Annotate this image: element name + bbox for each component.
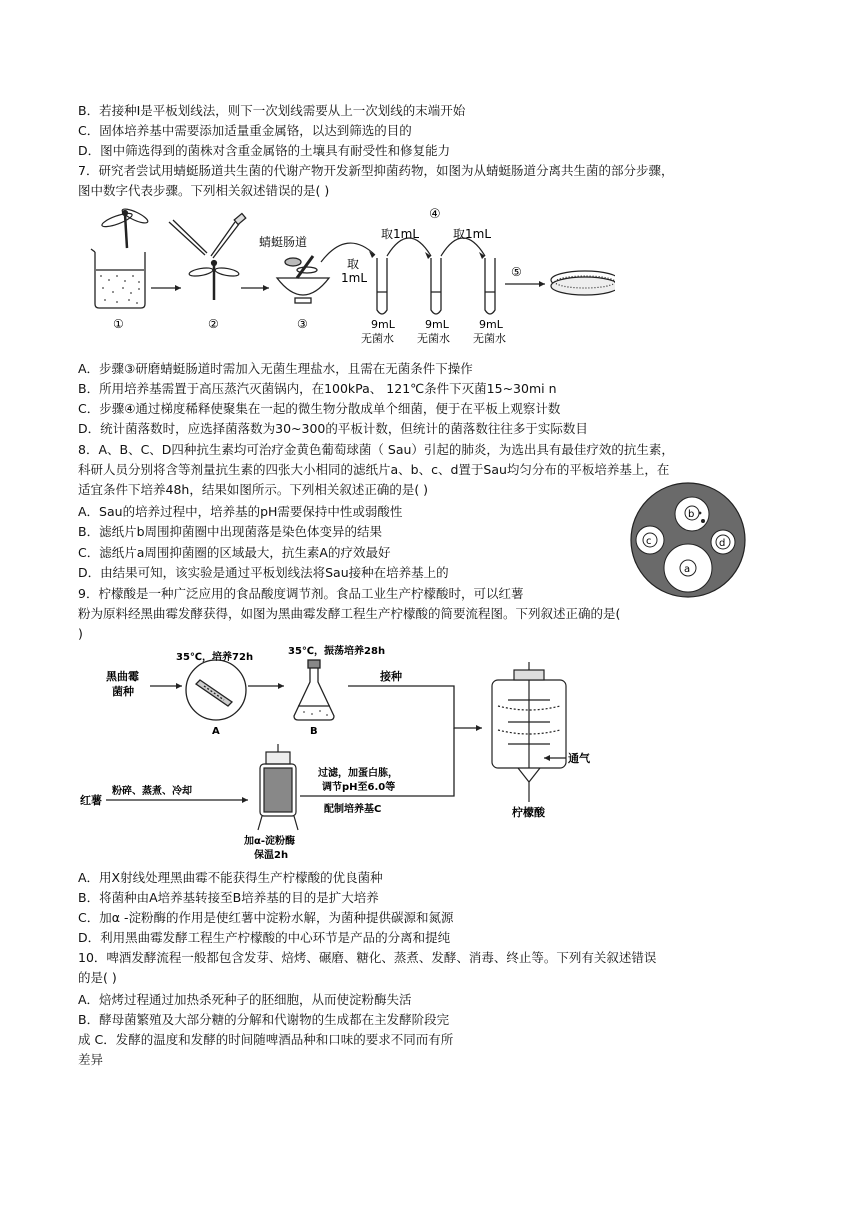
- tube-2-water: 无菌水: [417, 332, 450, 345]
- dragonfly-icon: [189, 261, 240, 301]
- q8-option-d: D．由结果可知，该实验是通过平板划线法将Sau接种在培养基上的: [78, 565, 449, 580]
- filter-label-1: 过滤，加蛋白胨，: [318, 768, 398, 779]
- q8-stem-line2: 科研人员分别将含等剂量抗生素的四张大小相同的滤纸片a、b、c、d置于Sau均匀分布的平板培养基上，在: [78, 462, 670, 477]
- filter-label-2: 调节pH至6.0等: [322, 782, 396, 793]
- q8-stem-line3: 适宜条件下培养48h，结果如图所示。下列相关叙述正确的是( ): [78, 482, 429, 497]
- incubate-label: 保温2h: [254, 850, 289, 861]
- enzyme-tank-icon: [258, 744, 298, 830]
- disc-c-label: c: [646, 536, 652, 547]
- q9-option-a: A．用X射线处理黑曲霉不能获得生产柠檬酸的优良菌种: [78, 870, 383, 885]
- take-1ml-label-b: 取1mL: [453, 227, 492, 241]
- petri-dish-icon: [551, 271, 615, 295]
- q9-stem-line3: ): [78, 626, 83, 641]
- q7-figure: [85, 200, 615, 350]
- q10-option-c: 成 C．发酵的温度和发酵的时间随啤酒品种和口味的要求不同而有所: [78, 1032, 454, 1047]
- test-tube-1: [377, 258, 387, 314]
- tube-2-volume: 9mL: [425, 318, 449, 331]
- shake-flask-b-icon: [294, 660, 334, 720]
- tube-3-water: 无菌水: [473, 332, 506, 345]
- tube-3-volume: 9mL: [479, 318, 503, 331]
- q9-stem-line1: 9．柠檬酸是一种广泛应用的食品酸度调节剂。食品工业生产柠檬酸时，可以红薯: [78, 586, 524, 601]
- step-3-label: ③: [297, 317, 308, 331]
- q9-option-b: B．将菌种由A培养基转接至B培养基的目的是扩大培养: [78, 890, 379, 905]
- q9-flowchart: [78, 640, 618, 865]
- test-tube-3: [485, 258, 495, 314]
- q8-option-a: A．Sau的培养过程中，培养基的pH需要保持中性或弱酸性: [78, 504, 403, 519]
- process-label: 粉碎、蒸煮、冷却: [112, 786, 192, 797]
- q10-option-b: B．酵母菌繁殖及大部分糖的分解和代谢物的生成都在主发酵阶段完: [78, 1012, 450, 1027]
- take-1ml-label-a: 取1mL: [381, 227, 420, 241]
- step-1-label: ①: [113, 317, 124, 331]
- step-5-label: ⑤: [511, 265, 522, 279]
- enzyme-label: 加α-淀粉酶: [244, 836, 296, 847]
- medium-c-label: 配制培养基C: [324, 804, 382, 815]
- q7-stem-line1: 7．研究者尝试用蜻蜓肠道共生菌的代谢产物开发新型抑菌药物，如图为从蜻蜓肠道分离共生菌的部分步骤，: [78, 163, 674, 178]
- q9-option-c: C．加α -淀粉酶的作用是使红薯中淀粉水解，为菌种提供碳源和氮源: [78, 910, 454, 925]
- gut-label: 蜻蜓肠道: [259, 235, 308, 249]
- strain-label-2: 菌种: [112, 685, 134, 698]
- product-label: 柠檬酸: [512, 806, 545, 819]
- disc-a-label: a: [684, 564, 691, 575]
- culture-b-label: B: [310, 726, 318, 737]
- disc-b-label: b: [688, 509, 695, 520]
- slant-culture-a-icon: [186, 660, 246, 720]
- tube-1-volume: 9mL: [371, 318, 395, 331]
- q8-option-b: B．滤纸片b周围抑菌圈中出现菌落是染色体变异的结果: [78, 524, 383, 539]
- step-4-label: ④: [429, 207, 441, 222]
- dissection-tools-icon: [169, 213, 246, 258]
- tube-1-water: 无菌水: [361, 332, 394, 345]
- inoculate-label: 接种: [380, 670, 402, 683]
- q9-option-d: D．利用黑曲霉发酵工程生产柠檬酸的中心环节是产品的分离和提纯: [78, 930, 451, 945]
- mortar-icon: [277, 256, 329, 303]
- q8-option-c: C．滤纸片a周围抑菌圈的区域最大，抗生素A的疗效最好: [78, 545, 391, 560]
- dragonfly-icon: [101, 206, 150, 248]
- test-tube-2: [431, 258, 441, 314]
- fermenter-icon: [492, 662, 566, 790]
- beaker-icon: [91, 249, 145, 308]
- disc-d-label: d: [719, 538, 726, 549]
- condition-a-label: 35℃，培养72h: [176, 652, 254, 663]
- q8-stem-line1: 8．A、B、C、D四种抗生素均可治疗金黄色葡萄球菌（ Sau）引起的肺炎，为选出具有最佳疗效的抗生素，: [78, 442, 674, 457]
- q10-option-c-cont: 差异: [78, 1052, 104, 1067]
- q7-option-d: D．统计菌落数时，应选择菌落数为30~300的平板计数，但统计的菌落数往往多于实际数目: [78, 421, 588, 436]
- q7-option-a: A．步骤③研磨蜻蜓肠道时需加入无菌生理盐水，且需在无菌条件下操作: [78, 361, 473, 376]
- q6-option-c: C．固体培养基中需要添加适量重金属铬，以达到筛选的目的: [78, 123, 412, 138]
- sweet-potato-label: 红薯: [80, 794, 102, 807]
- q7-option-c: C．步骤④通过梯度稀释使聚集在一起的微生物分散成单个细菌，便于在平板上观察计数: [78, 401, 561, 416]
- q10-stem-line1: 10．啤酒发酵流程一般都包含发芽、焙烤、碾磨、糖化、蒸煮、发酵、消毒、终止等。下列有关叙述错误: [78, 950, 657, 965]
- take-volume-label: 1mL: [341, 271, 368, 285]
- step-2-label: ②: [208, 317, 219, 331]
- q9-stem-line2: 粉为原料经黑曲霉发酵获得，如图为黑曲霉发酵工程生产柠檬酸的简要流程图。下列叙述正确的是(: [78, 606, 621, 621]
- culture-a-label: A: [212, 726, 220, 737]
- q10-stem-line2: 的是( ): [78, 970, 117, 985]
- strain-label-1: 黑曲霉: [106, 670, 139, 683]
- q8-agar-plate-figure: [628, 480, 748, 600]
- q6-option-b: B．若接种I是平板划线法，则下一次划线需要从上一次划线的末端开始: [78, 103, 466, 118]
- q10-option-a: A．焙烤过程通过加热杀死种子的胚细胞，从而使淀粉酶失活: [78, 992, 412, 1007]
- q7-option-b: B．所用培养基需置于高压蒸汽灭菌锅内，在100kPa、 121℃条件下灭菌15~30mi n: [78, 381, 557, 396]
- condition-b-label: 35℃，振荡培养28h: [288, 646, 386, 657]
- q6-option-d: D．图中筛选得到的菌株对含重金属铬的土壤具有耐受性和修复能力: [78, 143, 451, 158]
- q7-stem-line2: 图中数字代表步骤。下列相关叙述错误的是( ): [78, 183, 330, 198]
- take-label: 取: [347, 257, 360, 271]
- aeration-label: 通气: [568, 752, 590, 765]
